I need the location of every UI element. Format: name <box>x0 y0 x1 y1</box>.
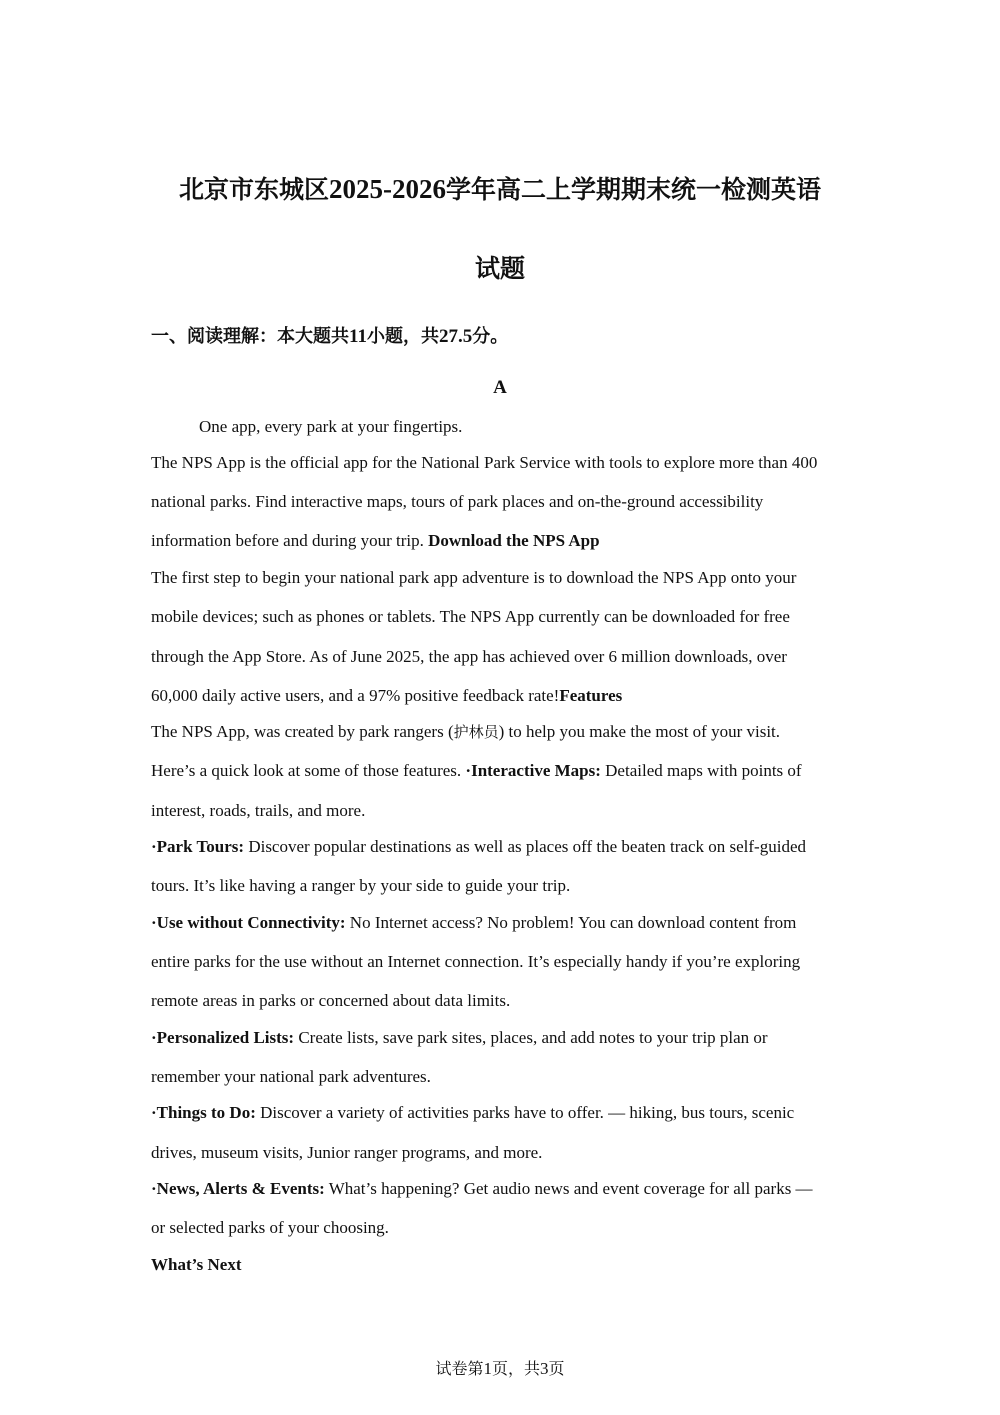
paragraph-line: The NPS App is the official app for the National Park Service with tools to explore more than 400 <box>151 453 818 472</box>
paragraph-line <box>151 721 780 743</box>
section-count: 11 <box>349 326 367 347</box>
feature-item-connectivity <box>151 912 796 934</box>
paragraph-text: information before and during your trip. <box>151 531 429 550</box>
gloss-rangers: 护林员 <box>453 723 499 741</box>
section-middle: 小题，共 <box>366 326 439 347</box>
paragraph-text: 60,000 daily active users, and a 97% positive feedback rate! <box>151 686 560 705</box>
page-footer <box>0 1356 1000 1379</box>
paragraph-line: national parks. Find interactive maps, tours of park places and on-the-ground accessibility <box>151 492 764 511</box>
feature-label: ·Park Tours: <box>151 837 245 856</box>
passage-tagline: One app, every park at your fingertips. <box>199 417 463 436</box>
paragraph-line: interest, roads, trails, and more. <box>151 801 366 820</box>
paragraph-line <box>151 530 600 552</box>
feature-label: ·Use without Connectivity: <box>151 913 346 932</box>
title-years: 2025-2026 <box>329 174 446 204</box>
feature-label: ·Things to Do: <box>151 1103 256 1122</box>
paragraph-line: entire parks for the use without an Internet connection. It’s especially handy if you’re exploring <box>151 952 801 971</box>
section-prefix: 一、阅读理解：本大题共 <box>151 326 349 347</box>
paragraph-text: Detailed maps with points of <box>600 761 802 780</box>
section-heading <box>151 322 508 348</box>
subheading-whats-next <box>151 1254 242 1276</box>
footer-suffix: 页 <box>548 1359 565 1378</box>
paragraph-line: remember your national park adventures. <box>151 1067 431 1086</box>
paragraph-text: Create lists, save park sites, places, and add notes to your trip plan or <box>294 1028 768 1047</box>
paragraph-line: The first step to begin your national park app adventure is to download the NPS App onto your <box>151 568 797 587</box>
feature-label-maps: ·Interactive Maps: <box>465 761 601 780</box>
paragraph-line <box>151 685 622 707</box>
paragraph-text: The NPS App, was created by park rangers ( <box>151 722 454 741</box>
paragraph-text: No Internet access? No problem! You can download content from <box>345 913 797 932</box>
subheading-features: Features <box>559 686 623 705</box>
paragraph-text: Discover a variety of activities parks have to offer. — hiking, bus tours, scenic <box>255 1103 795 1122</box>
feature-label: ·News, Alerts & Events: <box>151 1179 325 1198</box>
footer-total-pages: 3 <box>540 1359 549 1378</box>
subheading-text: What’s Next <box>151 1255 242 1274</box>
title-text-c: 试题 <box>474 254 525 283</box>
footer-middle: 页，共 <box>491 1359 540 1378</box>
title-text-b: 学年高二上学期期末统一检测英语 <box>446 175 822 204</box>
footer-prefix: 试卷第 <box>435 1359 484 1378</box>
paragraph-text: ) to help you make the most of your visit. <box>498 722 781 741</box>
paragraph-text: Discover popular destinations as well as places off the beaten track on self-guided <box>244 837 806 856</box>
paragraph-text: Here’s a quick look at some of those features. <box>151 761 466 780</box>
exam-title-line-2 <box>0 249 1000 285</box>
paragraph-line: mobile devices; such as phones or tablets. The NPS App currently can be downloaded for free <box>151 607 790 626</box>
footer-page-number: 1 <box>483 1359 492 1378</box>
paragraph-line: tours. It’s like having a ranger by your side to guide your trip. <box>151 876 571 895</box>
paragraph-line: through the App Store. As of June 2025, the app has achieved over 6 million downloads, over <box>151 647 787 666</box>
feature-item-news <box>151 1178 813 1200</box>
section-score: 27.5 <box>438 326 473 347</box>
paragraph-line: remote areas in parks or concerned about data limits. <box>151 991 511 1010</box>
section-suffix: 分。 <box>472 326 509 347</box>
title-text-a: 北京市东城区 <box>178 175 329 204</box>
paragraph-line: drives, museum visits, Junior ranger programs, and more. <box>151 1143 543 1162</box>
feature-item-things <box>151 1102 794 1124</box>
feature-item-lists <box>151 1027 768 1049</box>
feature-item-park-tours <box>151 836 806 858</box>
exam-title-line-1 <box>0 170 1000 206</box>
paragraph-line <box>151 760 802 782</box>
passage-letter: A <box>493 377 507 398</box>
paragraph-line: or selected parks of your choosing. <box>151 1218 389 1237</box>
feature-label: ·Personalized Lists: <box>151 1028 295 1047</box>
paragraph-text: What’s happening? Get audio news and event coverage for all parks — <box>324 1179 813 1198</box>
subheading-download: Download the NPS App <box>428 531 600 550</box>
